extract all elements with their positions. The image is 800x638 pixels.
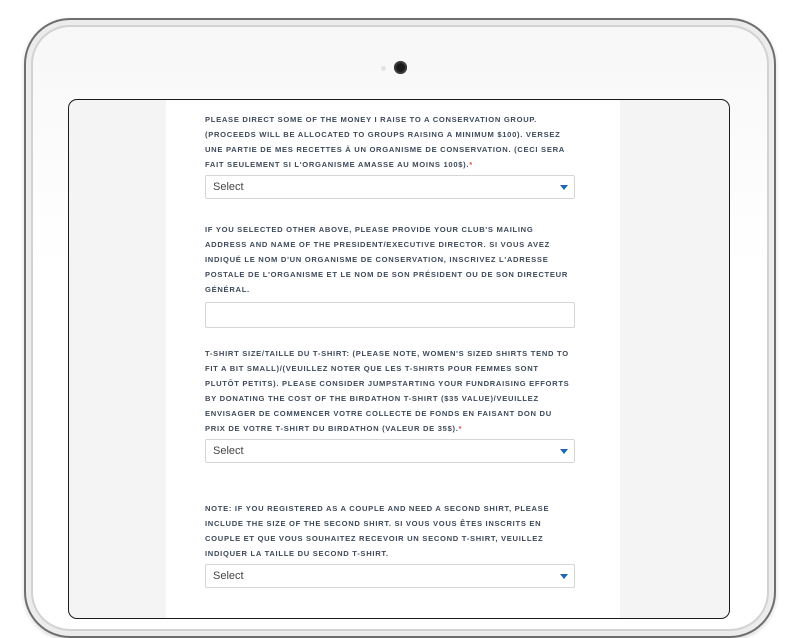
sensor-dot xyxy=(381,66,386,71)
conservation-group-select[interactable] xyxy=(205,175,575,199)
caret-down-icon xyxy=(560,185,568,190)
second-shirt-label: NOTE: IF YOU REGISTERED AS A COUPLE AND NEED A SECOND SHIRT, PLEASE INCLUDE THE SIZE OF THE SECOND SHIRT. SI VOUS VOUS ÊTES INSCRITS EN COUPLE ET QUE VOUS SOUHAITEZ RECEVOIR UN SECOND T-SHIRT, VEUILLEZ INDIQUER LA TAILLE DU SECOND T-SHIRT. xyxy=(205,504,550,558)
select-value: Select xyxy=(213,445,244,457)
caret-down-icon xyxy=(560,449,568,454)
club-address-field xyxy=(205,222,575,328)
second-shirt-field xyxy=(205,501,575,588)
required-mark: * xyxy=(458,424,463,433)
caret-down-icon xyxy=(560,574,568,579)
required-mark: * xyxy=(469,160,473,169)
tshirt-size-field xyxy=(205,346,575,463)
conservation-group-field xyxy=(205,112,575,199)
tshirt-size-label: T-SHIRT SIZE/TAILLE DU T-SHIRT: (PLEASE NOTE, WOMEN'S SIZED SHIRTS TEND TO FIT A BIT SMALL)/(VEUILLEZ NOTER QUE LES T-SHIRTS POUR FEMMES SONT PLUTÔT PETITS). PLEASE CONSIDER JUMPSTARTING YOUR FUNDRAISING EFFORTS BY DONATING THE COST OF THE BIRDATHON T-SHIRT ($35 VALUE)/VEUILLEZ ENVISAGER DE COMMENCER VOTRE COLLECTE DE FONDS EN FAISANT DON DU PRIX DE VOTRE T-SHIRT DU BIRDATHON (VALEUR DE 35$).* xyxy=(205,349,570,433)
select-value: Select xyxy=(213,181,244,193)
tshirt-size-select[interactable] xyxy=(205,439,575,463)
conservation-group-label: PLEASE DIRECT SOME OF THE MONEY I RAISE TO A CONSERVATION GROUP. (PROCEEDS WILL BE ALLOCATED TO GROUPS RAISING A MINIMUM $100). VERSEZ UNE PARTIE DE MES RECETTES À UN ORGANISME DE CONSERVATION. (CECI SERA FAIT SEULEMENT SI L'ORGANISME AMASSE AU MOINS 100$).* xyxy=(205,115,565,169)
camera-icon xyxy=(394,61,407,74)
club-address-label: IF YOU SELECTED OTHER ABOVE, PLEASE PROVIDE YOUR CLUB'S MAILING ADDRESS AND NAME OF THE PRESIDENT/EXECUTIVE DIRECTOR. SI VOUS AVEZ INDIQUÉ LE NOM D'UN ORGANISME DE CONSERVATION, INSCRIVEZ L'ADRESSE POSTALE DE L'ORGANISME ET LE NOM DE SON PRÉSIDENT OU DE SON DIRECTEUR GÉNÉRAL. xyxy=(205,225,569,294)
registration-form xyxy=(166,100,620,619)
second-shirt-select[interactable] xyxy=(205,564,575,588)
select-value: Select xyxy=(213,570,244,582)
tablet-screen xyxy=(68,99,730,619)
club-address-input[interactable] xyxy=(205,302,575,328)
